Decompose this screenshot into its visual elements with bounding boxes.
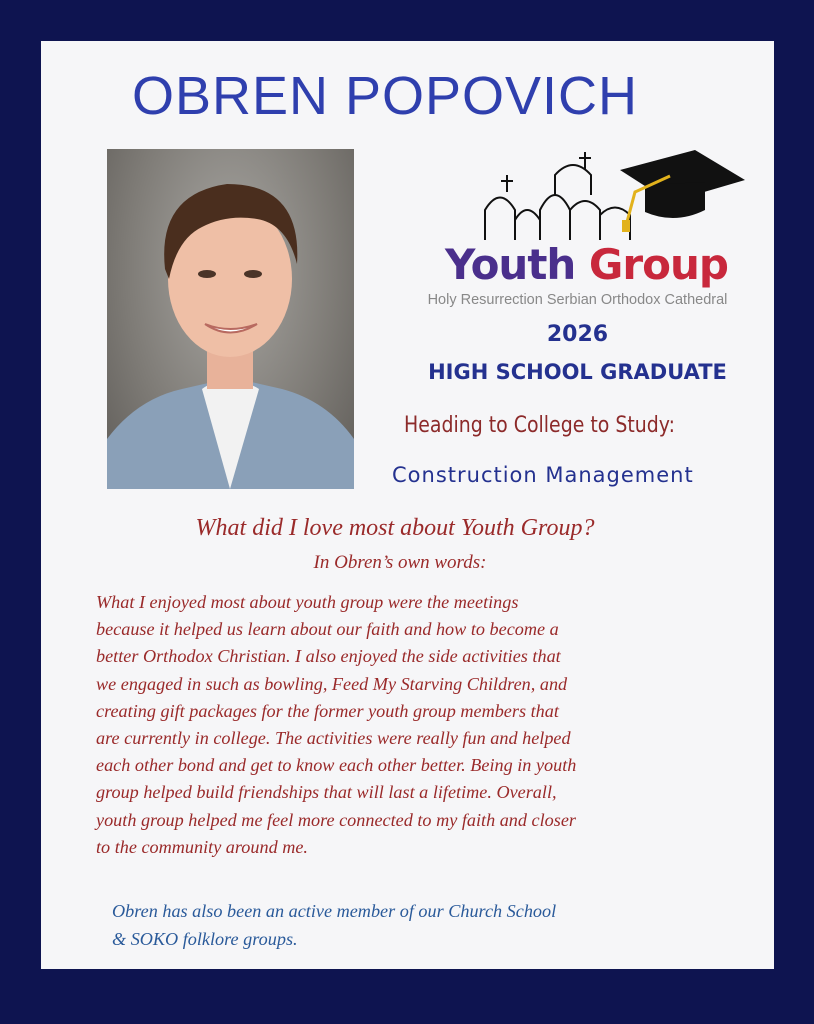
quote-line: creating gift packages for the former youth group members that [96, 700, 559, 721]
logo-title: Youth Group [445, 240, 728, 289]
quote-line: better Orthodox Christian. I also enjoyed the side activities that [96, 646, 561, 667]
quote-line: we engaged in such as bowling, Feed My Starving Children, and [96, 673, 568, 694]
college-heading: Heading to College to Study: [404, 413, 675, 438]
logo-subtitle: Holy Resurrection Serbian Orthodox Cathedral [427, 292, 728, 308]
quote-line: to the community around me. [96, 836, 308, 857]
question-heading: What did I love most about Youth Group? [195, 515, 595, 541]
graduate-photo [107, 149, 354, 489]
study-field: Construction Management [392, 463, 694, 487]
graduate-label: HIGH SCHOOL GRADUATE [428, 360, 727, 384]
quote-line: because it helped us learn about our faith and how to become a [96, 619, 559, 640]
quote-line: What I enjoyed most about youth group were the meetings [96, 592, 519, 612]
quote-line: are currently in college. The activities were really fun and helped [96, 728, 571, 749]
graduation-cap-icon [620, 150, 745, 232]
quote-line: youth group helped me feel more connected to my faith and closer [96, 809, 576, 830]
note-line: Obren has also been an active member of our Church School [112, 901, 557, 921]
note-line: & SOKO folklore groups. [112, 929, 298, 949]
quote-paragraph [96, 589, 756, 861]
quote-line: each other bond and get to know each other better. Being in youth [96, 755, 577, 776]
graduate-name: OBREN POPOVICH [131, 66, 639, 126]
own-words-subheading: In Obren’s own words: [313, 552, 487, 573]
quote-line: group helped build friendships that will last a lifetime. Overall, [96, 782, 557, 803]
membership-note [112, 897, 732, 953]
graduation-year: 2026 [546, 322, 609, 347]
